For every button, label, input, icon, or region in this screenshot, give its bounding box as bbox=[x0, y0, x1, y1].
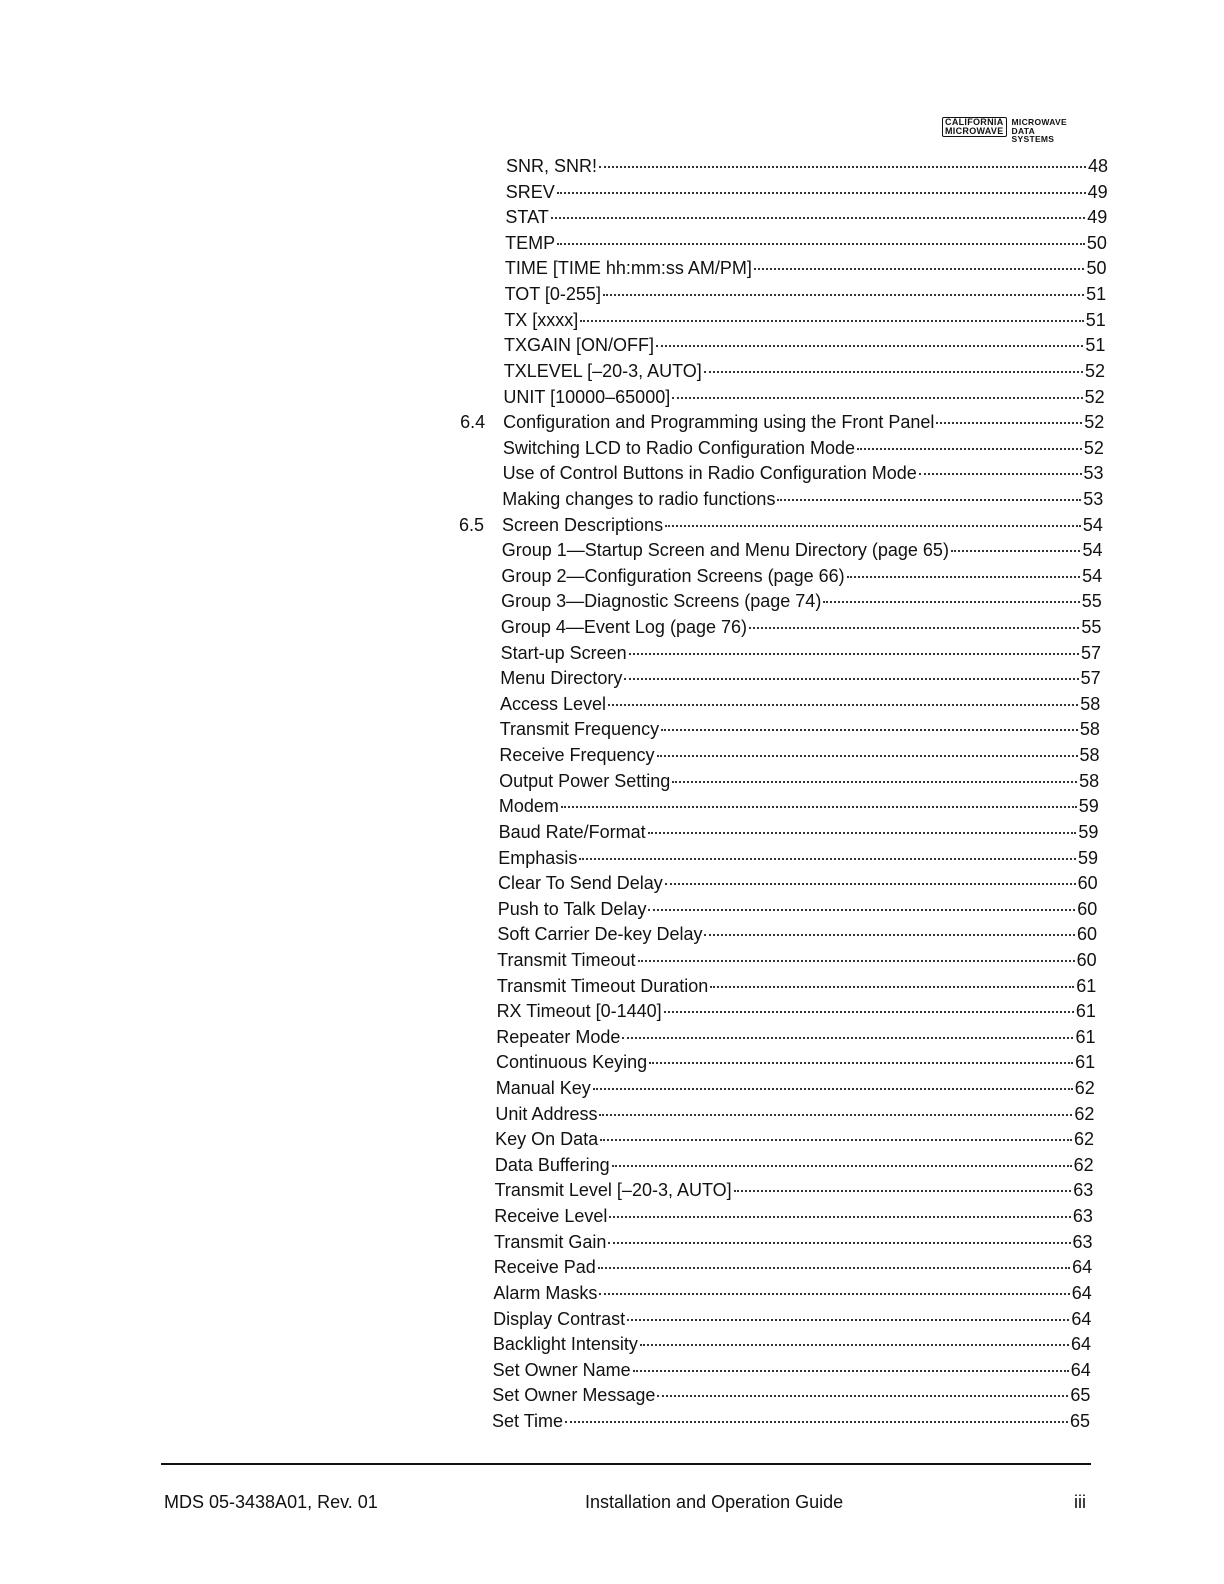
toc-entry-title: Start-up Screen bbox=[500, 642, 627, 663]
dot-leader bbox=[919, 473, 1082, 475]
toc-entry bbox=[496, 1051, 1095, 1073]
toc-entry bbox=[498, 898, 1098, 920]
toc-entry-title: SNR, SNR! bbox=[506, 156, 598, 176]
toc-entry bbox=[501, 616, 1102, 638]
toc-entry bbox=[503, 386, 1104, 408]
toc-entry bbox=[501, 590, 1102, 612]
toc-entry-page: 55 bbox=[1081, 591, 1102, 612]
toc-entry-page: 64 bbox=[1072, 1257, 1093, 1278]
toc-entry-page: 65 bbox=[1070, 1385, 1091, 1406]
toc-entry bbox=[497, 1000, 1096, 1022]
dot-leader bbox=[608, 704, 1078, 706]
toc-entry-page: 55 bbox=[1081, 617, 1102, 638]
dot-leader bbox=[936, 422, 1082, 424]
toc-entry bbox=[505, 283, 1107, 305]
toc-entry-title: TEMP bbox=[505, 232, 556, 253]
toc-entry-title: TXGAIN [ON/OFF] bbox=[504, 335, 655, 356]
toc-entry-page: 52 bbox=[1083, 437, 1104, 458]
toc-entry-title: Display Contrast bbox=[493, 1308, 626, 1329]
dot-leader bbox=[710, 986, 1074, 988]
toc-entry bbox=[504, 360, 1105, 382]
dot-leader bbox=[857, 448, 1082, 450]
dot-leader bbox=[754, 268, 1085, 270]
toc-entry-page: 65 bbox=[1069, 1411, 1090, 1431]
toc-entry-page: 58 bbox=[1079, 745, 1100, 766]
toc-entry-page: 53 bbox=[1083, 488, 1104, 509]
toc-entry-title: Configuration and Programming using the Front Panel bbox=[503, 412, 935, 433]
toc-entry bbox=[502, 539, 1103, 561]
toc-entry bbox=[493, 1282, 1091, 1304]
dot-leader bbox=[551, 217, 1085, 219]
toc-entry-title: Push to Talk Delay bbox=[497, 898, 647, 919]
toc-entry-page: 60 bbox=[1076, 949, 1097, 970]
toc-entry-page: 62 bbox=[1073, 1154, 1094, 1175]
dot-leader bbox=[951, 550, 1081, 552]
toc-entry bbox=[498, 872, 1098, 894]
dot-leader bbox=[664, 1011, 1074, 1013]
toc-entry-page: 62 bbox=[1074, 1129, 1095, 1150]
logo-word: DATA bbox=[1011, 125, 1036, 136]
toc-entry-page: 57 bbox=[1080, 642, 1101, 663]
logo-box-line: CALIFORNIA bbox=[945, 117, 1004, 127]
toc-entry bbox=[500, 718, 1100, 740]
toc-entry bbox=[495, 1154, 1094, 1176]
toc-entry bbox=[495, 1128, 1094, 1150]
toc-entry-page: 52 bbox=[1084, 386, 1105, 407]
toc-entry-title: Transmit Frequency bbox=[499, 719, 660, 740]
dot-leader bbox=[557, 243, 1085, 245]
toc-entry-page: 50 bbox=[1086, 258, 1107, 279]
toc-entry-page: 63 bbox=[1072, 1206, 1093, 1227]
dot-leader bbox=[823, 601, 1079, 603]
logo-box bbox=[942, 117, 1007, 137]
toc-entry bbox=[500, 693, 1100, 715]
dot-leader bbox=[648, 909, 1075, 911]
dot-leader bbox=[598, 1267, 1070, 1269]
toc-entry-title: Screen Descriptions bbox=[502, 514, 664, 535]
dot-leader bbox=[657, 1395, 1068, 1397]
toc-entry bbox=[496, 1026, 1095, 1048]
toc-entry-page: 51 bbox=[1085, 309, 1106, 330]
toc-entry bbox=[497, 975, 1096, 997]
dot-leader bbox=[603, 294, 1084, 296]
company-logo bbox=[942, 117, 1067, 144]
dot-leader bbox=[649, 1062, 1073, 1064]
footer-divider bbox=[161, 1463, 1091, 1465]
toc-entry bbox=[499, 770, 1099, 792]
toc-entry-page: 54 bbox=[1082, 540, 1103, 561]
page-number: iii bbox=[1074, 1492, 1086, 1512]
dot-leader bbox=[599, 166, 1086, 168]
toc-entry bbox=[505, 232, 1107, 254]
toc-entry bbox=[493, 1359, 1091, 1381]
toc-entry-title: STAT bbox=[505, 207, 549, 228]
dot-leader bbox=[777, 499, 1081, 501]
toc-entry-page: 60 bbox=[1077, 898, 1098, 919]
toc-entry-title: Modem bbox=[498, 796, 559, 817]
toc-entry-title: Group 4—Event Log (page 76) bbox=[500, 617, 747, 638]
toc-entry-page: 61 bbox=[1075, 1001, 1096, 1022]
toc-entry bbox=[495, 1179, 1094, 1201]
toc-entry-page: 51 bbox=[1085, 335, 1106, 356]
toc-entry bbox=[506, 155, 1108, 177]
toc-entry-title: Clear To Send Delay bbox=[498, 873, 663, 894]
toc-entry-page: 63 bbox=[1073, 1180, 1094, 1201]
toc-entry bbox=[460, 411, 1105, 433]
dot-leader bbox=[561, 806, 1077, 808]
toc-entry-title: Key On Data bbox=[495, 1129, 599, 1150]
toc-entry-title: Alarm Masks bbox=[493, 1282, 598, 1303]
dot-leader bbox=[579, 858, 1076, 860]
toc-entry bbox=[494, 1256, 1092, 1278]
toc-entry-page: 53 bbox=[1083, 463, 1104, 484]
toc-entry-title: Receive Frequency bbox=[499, 745, 655, 766]
toc-entry-title: Access Level bbox=[500, 693, 607, 714]
toc-entry-title: TOT [0-255] bbox=[504, 284, 601, 305]
toc-entry-title: Unit Address bbox=[495, 1103, 598, 1124]
logo-wordmark bbox=[1012, 118, 1067, 144]
toc-entry-page: 64 bbox=[1071, 1282, 1092, 1303]
toc-entry bbox=[495, 1103, 1094, 1125]
toc-entry-page: 61 bbox=[1075, 1052, 1096, 1073]
toc-section-number: 6.4 bbox=[460, 412, 486, 433]
toc-entry-title: Switching LCD to Radio Configuration Mode bbox=[502, 437, 856, 458]
toc-entry bbox=[499, 821, 1099, 843]
toc-entry-title: Receive Pad bbox=[493, 1257, 596, 1278]
dot-leader bbox=[847, 576, 1080, 578]
toc-entry bbox=[504, 334, 1105, 356]
toc-entry bbox=[499, 795, 1099, 817]
dot-leader bbox=[580, 320, 1083, 322]
toc-entry-page: 59 bbox=[1078, 821, 1099, 842]
dot-leader bbox=[734, 1190, 1072, 1192]
toc-entry bbox=[492, 1384, 1090, 1406]
toc-entry-page: 59 bbox=[1078, 796, 1099, 817]
logo-box-line: MICROWAVE bbox=[945, 126, 1004, 136]
dot-leader bbox=[593, 1088, 1073, 1090]
toc-entry-page: 60 bbox=[1077, 873, 1098, 894]
toc-entry-page: 61 bbox=[1075, 1026, 1096, 1047]
dot-leader bbox=[665, 883, 1076, 885]
toc-entry-title: TXLEVEL [–20-3, AUTO] bbox=[503, 360, 702, 381]
toc-entry bbox=[459, 514, 1103, 536]
toc-entry-page: 54 bbox=[1082, 565, 1103, 586]
toc-entry bbox=[493, 1308, 1091, 1330]
dot-leader bbox=[704, 371, 1083, 373]
toc-entry bbox=[496, 1077, 1095, 1099]
toc-entry-title: SREV bbox=[505, 181, 555, 202]
toc-entry bbox=[505, 206, 1107, 228]
toc-entry-page: 61 bbox=[1076, 975, 1097, 996]
dot-leader bbox=[648, 832, 1077, 834]
toc-entry-title: Soft Carrier De-key Delay bbox=[497, 924, 703, 945]
toc-entry-page: 49 bbox=[1087, 181, 1108, 202]
toc-entry-title: Transmit Timeout Duration bbox=[496, 975, 709, 996]
dot-leader bbox=[608, 1242, 1070, 1244]
toc-entry bbox=[504, 309, 1106, 331]
toc-entry-title: Menu Directory bbox=[500, 668, 623, 689]
dot-leader bbox=[661, 729, 1078, 731]
dot-leader bbox=[627, 1319, 1069, 1321]
dot-leader bbox=[633, 1370, 1069, 1372]
toc-entry-title: Transmit Level [–20-3, AUTO] bbox=[494, 1180, 732, 1201]
toc-entry-title: Receive Level bbox=[494, 1206, 608, 1227]
dot-leader bbox=[657, 755, 1078, 757]
toc-entry-page: 63 bbox=[1072, 1231, 1093, 1252]
toc-entry bbox=[497, 923, 1097, 945]
dot-leader bbox=[665, 525, 1081, 527]
toc-entry-page: 64 bbox=[1071, 1334, 1092, 1355]
toc-entry bbox=[493, 1333, 1091, 1355]
toc-entry-title: Backlight Intensity bbox=[492, 1334, 638, 1355]
toc-entry bbox=[501, 565, 1102, 587]
dot-leader bbox=[612, 1165, 1072, 1167]
dot-leader bbox=[672, 397, 1082, 399]
toc-entry-page: 64 bbox=[1071, 1308, 1092, 1329]
toc-entry bbox=[505, 257, 1107, 279]
dot-leader bbox=[609, 1216, 1071, 1218]
toc-entry bbox=[502, 488, 1103, 510]
toc-entry-title: Group 1—Startup Screen and Menu Directory (page 65) bbox=[501, 540, 949, 561]
toc-entry-page: 54 bbox=[1082, 514, 1103, 535]
dot-leader bbox=[638, 960, 1075, 962]
toc-entry-page: 49 bbox=[1087, 207, 1108, 228]
guide-title: Installation and Operation Guide bbox=[585, 1492, 844, 1512]
toc-entry-page: 60 bbox=[1076, 924, 1097, 945]
toc-entry-title: Use of Control Buttons in Radio Configuration Mode bbox=[502, 463, 917, 484]
toc-entry bbox=[494, 1231, 1093, 1253]
toc-entry bbox=[506, 181, 1108, 203]
toc-entry-page: 52 bbox=[1084, 412, 1105, 433]
toc-entry-title: Set Time bbox=[492, 1411, 564, 1431]
logo-word: MICROWAVE bbox=[1011, 117, 1067, 127]
document-number: MDS 05-3438A01, Rev. 01 bbox=[164, 1492, 378, 1512]
toc-entry-title: Manual Key bbox=[495, 1078, 591, 1099]
toc-entry bbox=[503, 462, 1104, 484]
toc-entry-page: 51 bbox=[1086, 284, 1107, 305]
toc-entry bbox=[500, 667, 1100, 689]
toc-entry-title: Group 2—Configuration Screens (page 66) bbox=[501, 565, 845, 586]
toc-entry bbox=[494, 1205, 1093, 1227]
dot-leader bbox=[600, 1139, 1072, 1141]
toc-entry bbox=[492, 1410, 1090, 1432]
toc-entry-page: 48 bbox=[1087, 156, 1108, 176]
toc-entry bbox=[498, 847, 1098, 869]
dot-leader bbox=[599, 1114, 1072, 1116]
dot-leader bbox=[749, 627, 1079, 629]
toc-entry-title: Continuous Keying bbox=[496, 1052, 648, 1073]
toc-entry-title: Data Buffering bbox=[494, 1154, 610, 1175]
dot-leader bbox=[557, 192, 1086, 194]
dot-leader bbox=[629, 653, 1079, 655]
dot-leader bbox=[624, 678, 1078, 680]
toc-entry-title: Making changes to radio functions bbox=[502, 488, 776, 509]
toc-entry-page: 62 bbox=[1074, 1078, 1095, 1099]
toc-entry-title: Repeater Mode bbox=[496, 1026, 621, 1047]
toc-entry-title: TX [xxxx] bbox=[504, 309, 579, 330]
toc-entry bbox=[497, 949, 1096, 971]
toc-entry-page: 58 bbox=[1080, 693, 1101, 714]
toc-entry-page: 58 bbox=[1079, 719, 1100, 740]
toc-entry-title: Emphasis bbox=[498, 847, 578, 868]
dot-leader bbox=[640, 1344, 1069, 1346]
toc-entry-title: Set Owner Message bbox=[492, 1385, 656, 1406]
toc-entry bbox=[499, 744, 1099, 766]
toc-entry bbox=[501, 642, 1101, 664]
toc-entry bbox=[503, 437, 1104, 459]
toc-entry-title: Transmit Timeout bbox=[497, 949, 636, 970]
dot-leader bbox=[704, 934, 1074, 936]
dot-leader bbox=[599, 1293, 1069, 1295]
toc-entry-page: 52 bbox=[1085, 360, 1106, 381]
toc-entry-page: 62 bbox=[1074, 1103, 1095, 1124]
toc-entry-page: 50 bbox=[1086, 232, 1107, 253]
toc-entry-page: 57 bbox=[1080, 668, 1101, 689]
toc-entry-page: 59 bbox=[1078, 847, 1099, 868]
toc-entry-page: 58 bbox=[1079, 770, 1100, 791]
toc-entry-title: UNIT [10000–65000] bbox=[503, 386, 671, 407]
toc-entry-title: Group 3—Diagnostic Screens (page 74) bbox=[501, 591, 822, 612]
logo-word: SYSTEMS bbox=[1011, 134, 1055, 144]
dot-leader bbox=[622, 1037, 1073, 1039]
toc-entry-title: Baud Rate/Format bbox=[498, 821, 646, 842]
dot-leader bbox=[656, 345, 1083, 347]
toc-entry-title: Set Owner Name bbox=[492, 1359, 631, 1380]
toc-entry-title: RX Timeout [0-1440] bbox=[496, 1001, 662, 1022]
toc-section-number: 6.5 bbox=[459, 514, 485, 535]
toc-entry-title: Transmit Gain bbox=[494, 1231, 607, 1252]
toc-entry-page: 64 bbox=[1070, 1359, 1091, 1380]
toc-entry-title: Output Power Setting bbox=[499, 770, 671, 791]
dot-leader bbox=[672, 781, 1077, 783]
toc-entry-title: TIME [TIME hh:mm:ss AM/PM] bbox=[504, 258, 752, 279]
dot-leader bbox=[565, 1421, 1068, 1423]
